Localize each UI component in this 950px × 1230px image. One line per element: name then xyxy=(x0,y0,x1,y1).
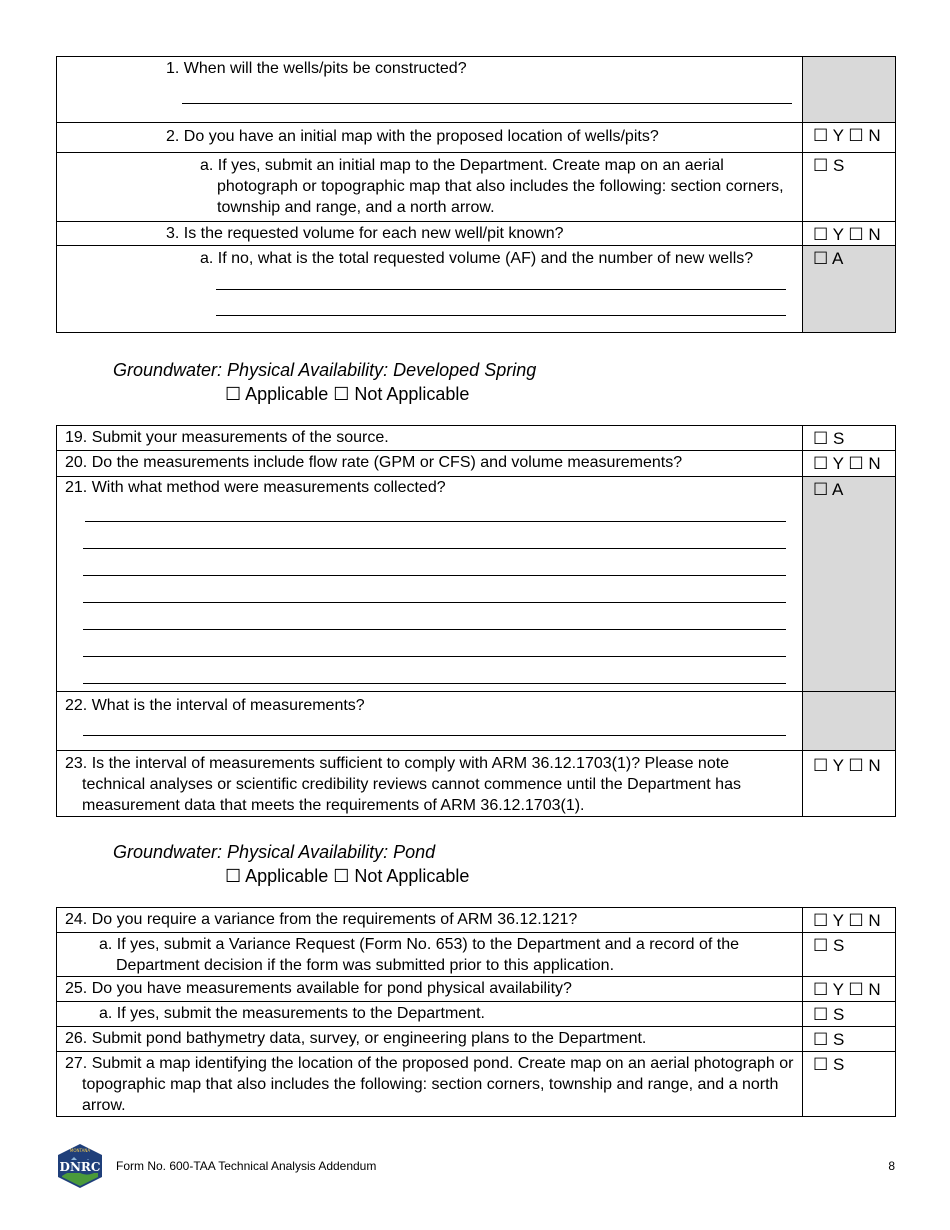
yes-no-checkboxes[interactable]: ☐ Y ☐ N xyxy=(803,908,896,933)
question-3a: a. If no, what is the total requested volume (AF) and the number of new wells? xyxy=(200,250,754,267)
section-title: Groundwater: Physical Availability: Pond xyxy=(113,842,436,862)
answer-line[interactable] xyxy=(83,657,786,684)
answer-line[interactable] xyxy=(182,79,792,104)
question-2: 2. Do you have an initial map with the proposed location of wells/pits? xyxy=(166,128,659,145)
page-footer xyxy=(56,1143,895,1189)
table-row xyxy=(57,751,896,817)
yes-no-checkboxes[interactable]: ☐ Y ☐ N xyxy=(803,123,896,153)
question-27: 27. Submit a map identifying the location of the proposed pond. Create map on an aerial photograph or topographic map that also includes the following: section corners, township and range, and a north arrow. xyxy=(65,1055,794,1114)
answer-line[interactable] xyxy=(83,522,786,549)
answer-line[interactable] xyxy=(85,498,786,522)
answer-checkbox[interactable]: ☐ A xyxy=(803,246,896,333)
logo-top-text: MONTANA xyxy=(69,1148,91,1153)
submit-checkbox[interactable]: ☐ S xyxy=(803,933,896,977)
submit-checkbox[interactable]: ☐ S xyxy=(803,426,896,451)
question-24a: a. If yes, submit a Variance Request (Form No. 653) to the Department and a record of the Department decision if the form was submitted prior to this application. xyxy=(99,936,740,974)
pond-table xyxy=(56,907,896,1117)
wells-table xyxy=(56,56,896,333)
table-row xyxy=(57,222,896,246)
page-number: 8 xyxy=(888,1159,895,1173)
answer-line[interactable] xyxy=(216,269,786,290)
answer-line[interactable] xyxy=(216,290,786,316)
spring-table xyxy=(56,425,896,817)
section-heading-pond xyxy=(113,840,469,888)
table-row xyxy=(57,908,896,933)
submit-checkbox[interactable]: ☐ S xyxy=(803,153,896,222)
table-row xyxy=(57,1027,896,1052)
table-row xyxy=(57,153,896,222)
question-21: 21. With what method were measurements collected? xyxy=(65,479,446,496)
question-1: 1. When will the wells/pits be constructed? xyxy=(166,60,467,77)
table-row xyxy=(57,57,896,123)
table-row xyxy=(57,451,896,477)
table-row xyxy=(57,246,896,333)
question-25a: a. If yes, submit the measurements to the Department. xyxy=(99,1005,485,1022)
applicability-checkboxes[interactable]: ☐ Applicable ☐ Not Applicable xyxy=(225,866,470,886)
yes-no-checkboxes[interactable]: ☐ Y ☐ N xyxy=(803,222,896,246)
question-26: 26. Submit pond bathymetry data, survey, or engineering plans to the Department. xyxy=(57,1027,803,1052)
table-row xyxy=(57,977,896,1002)
yes-no-checkboxes[interactable]: ☐ Y ☐ N xyxy=(803,977,896,1002)
table-row xyxy=(57,933,896,977)
submit-checkbox[interactable]: ☐ S xyxy=(803,1027,896,1052)
answer-line[interactable] xyxy=(83,576,786,603)
section-title: Groundwater: Physical Availability: Developed Spring xyxy=(113,360,537,380)
answer-line[interactable] xyxy=(83,716,786,736)
question-3: 3. Is the requested volume for each new well/pit known? xyxy=(166,225,564,242)
form-name: Form No. 600-TAA Technical Analysis Addendum xyxy=(116,1159,377,1173)
table-row xyxy=(57,692,896,751)
submit-checkbox[interactable]: ☐ S xyxy=(803,1052,896,1117)
answer-line[interactable] xyxy=(83,630,786,657)
answer-checkbox[interactable]: ☐ A xyxy=(803,477,896,692)
question-23: 23. Is the interval of measurements sufficient to comply with ARM 36.12.1703(1)? Please note technical analyses or scientific credibility reviews cannot commence until the Department has measurement data that meets the requirements of ARM 36.12.1703(1). xyxy=(65,755,741,814)
table-row xyxy=(57,426,896,451)
dnrc-logo-icon xyxy=(56,1143,104,1189)
section-heading-developed-spring xyxy=(113,358,536,406)
question-22: 22. What is the interval of measurements? xyxy=(65,697,365,714)
question-20: 20. Do the measurements include flow rate (GPM or CFS) and volume measurements? xyxy=(57,451,803,477)
question-25: 25. Do you have measurements available for pond physical availability? xyxy=(57,977,803,1002)
applicability-checkboxes[interactable]: ☐ Applicable ☐ Not Applicable xyxy=(225,384,470,404)
table-row xyxy=(57,1002,896,1027)
table-row xyxy=(57,123,896,153)
logo-text: DNRC xyxy=(59,1160,101,1174)
yes-no-checkboxes[interactable]: ☐ Y ☐ N xyxy=(803,751,896,817)
table-row xyxy=(57,477,896,692)
submit-checkbox[interactable]: ☐ S xyxy=(803,1002,896,1027)
question-19: 19. Submit your measurements of the source. xyxy=(57,426,803,451)
answer-line[interactable] xyxy=(83,603,786,630)
question-2a: a. If yes, submit an initial map to the Department. Create map on an aerial photograph or topographic map that also includes the following: section corners, township and range, and a north arrow. xyxy=(200,157,784,216)
yes-no-checkboxes[interactable]: ☐ Y ☐ N xyxy=(803,451,896,477)
question-24: 24. Do you require a variance from the requirements of ARM 36.12.121? xyxy=(57,908,803,933)
table-row xyxy=(57,1052,896,1117)
answer-line[interactable] xyxy=(83,549,786,576)
